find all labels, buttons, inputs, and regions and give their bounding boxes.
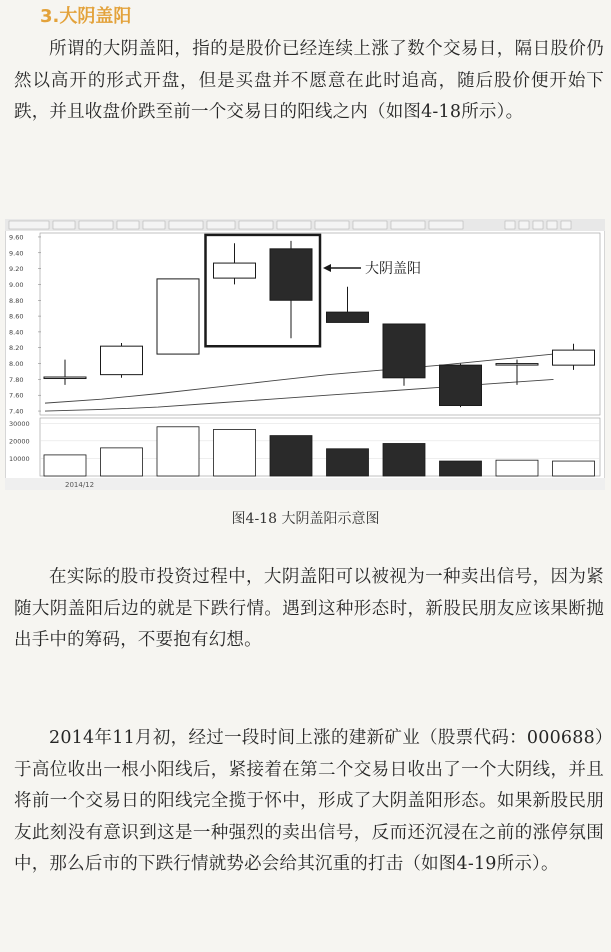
volume-bar [496, 460, 538, 476]
candle-body-down [440, 365, 482, 405]
volume-bar [214, 429, 256, 476]
candle-body-up [496, 364, 538, 366]
price-tick-label: 8.00 [9, 360, 24, 369]
date-label: 2014/12 [65, 481, 95, 489]
candle-body-up [157, 279, 199, 354]
price-tick-label: 7.60 [9, 391, 24, 400]
candle-body-up [44, 377, 86, 379]
volume-bar [270, 436, 312, 476]
price-tick-label: 9.40 [9, 249, 24, 258]
paragraph-definition: 所谓的大阴盖阳，指的是股价已经连续上涨了数个交易日，隔日股价仍然以高开的形式开盘，但是买盘并不愿意在此时追高，随后股价便开始下跌，并且收盘价跌至前一个交易日的阳线之内（如图4-18所示）。 [14, 39, 604, 122]
candle-body-up [214, 263, 256, 278]
candle-body-down [327, 312, 369, 322]
annotation-label: 大阴盖阳 [365, 261, 421, 277]
candle-body-down [270, 249, 312, 300]
section-heading: 3.大阴盖阳 [40, 6, 132, 27]
price-tick-label: 9.00 [9, 280, 24, 289]
candlestick-figure [5, 219, 605, 490]
paragraph-example: 2014年11月初，经过一段时间上涨的建新矿业（股票代码：000688）于高位收出一根小阳线后，紧接着在第二个交易日收出了一个大阴线，并且将前一个交易日的阳线完全揽于怀中，形成了大阴盖阳形态。如果新股民朋友此刻没有意识到这是一种强烈的卖出信号，反而还沉浸在之前的涨停氛围中，那么后市的下跌行情就势必会给其沉重的打击（如图4-19所示）。 [14, 728, 604, 874]
price-tick-label: 8.20 [9, 344, 24, 353]
figure-caption: 图4-18 大阴盖阳示意图 [231, 511, 380, 527]
price-tick-label: 9.20 [9, 265, 24, 274]
candle-body-up [101, 346, 143, 374]
volume-bar [44, 455, 86, 476]
price-tick-label: 8.80 [9, 296, 24, 305]
price-tick-label: 7.40 [9, 407, 24, 416]
volume-bar [101, 448, 143, 476]
paragraph-signal: 在实际的股市投资过程中，大阴盖阳可以被视为一种卖出信号，因为紧随大阴盖阳后边的就是下跌行情。遇到这种形态时，新股民朋友应该果断抛出手中的筹码，不要抱有幻想。 [14, 567, 604, 650]
volume-bar [553, 461, 595, 476]
price-tick-label: 9.60 [9, 233, 24, 242]
volume-bar [327, 449, 369, 476]
volume-tick-label: 10000 [9, 454, 30, 463]
volume-bar [440, 461, 482, 476]
price-tick-label: 7.80 [9, 375, 24, 384]
candle-body-down [383, 324, 425, 378]
candle-body-up [553, 350, 595, 365]
date-axis-bar [5, 478, 605, 490]
volume-bar [157, 427, 199, 476]
volume-tick-label: 30000 [9, 419, 30, 428]
price-tick-label: 8.40 [9, 328, 24, 337]
volume-bar [383, 443, 425, 476]
volume-tick-label: 20000 [9, 437, 30, 446]
price-tick-label: 8.60 [9, 312, 24, 321]
